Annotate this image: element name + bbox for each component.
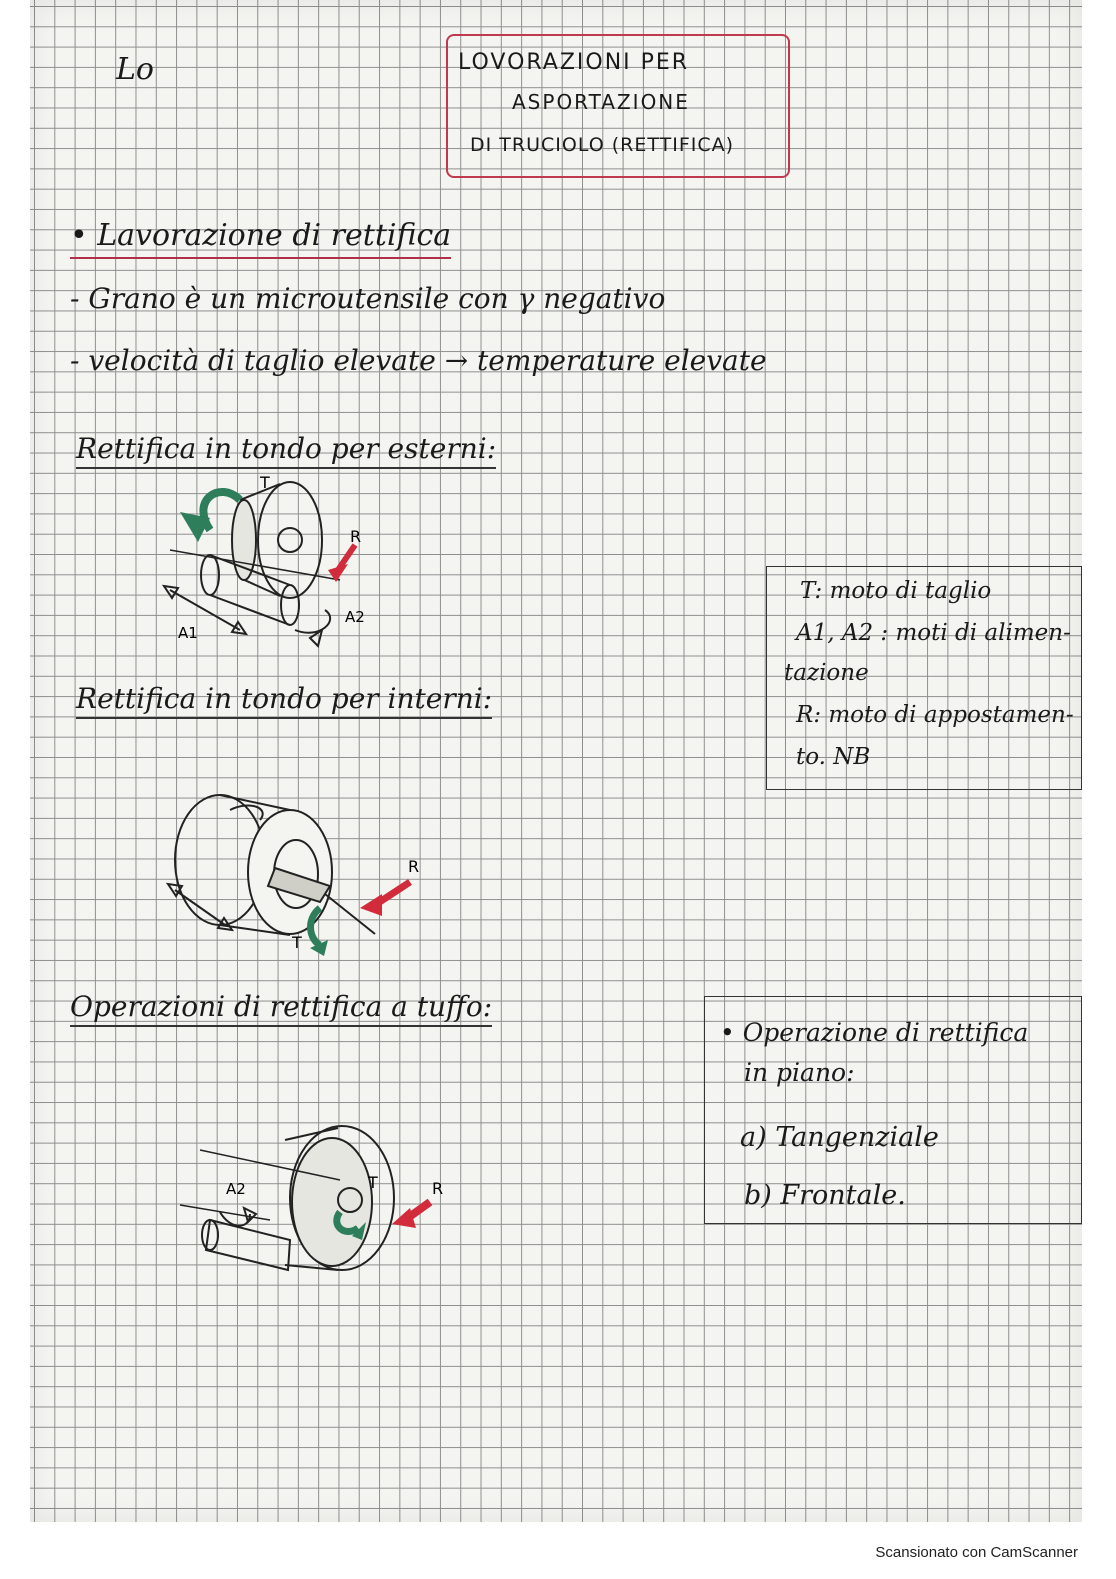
bullet-grain: - Grano è un microutensile con γ negativo <box>70 282 666 315</box>
plane-line-4: b) Frontale. <box>744 1180 906 1211</box>
legend-line-2: A1, A2 : moti di alimen- <box>796 620 1071 646</box>
fig1-label-a1: A1 <box>178 624 198 642</box>
legend-line-5: to. NB <box>796 744 871 770</box>
fig3-caption: Operazioni di rettifica a tuffo: <box>70 990 492 1027</box>
title-line-1: LOVORAZIONI PER <box>458 50 690 75</box>
legend-line-3: tazione <box>784 660 869 686</box>
plunge-grinding-figure <box>170 1120 460 1280</box>
section-heading: • Lavorazione di rettifica <box>70 218 451 259</box>
fig3-label-a2: A2 <box>226 1180 246 1198</box>
corner-mark: Lo <box>116 52 154 87</box>
bullet-velocity: - velocità di taglio elevate → temperature elevate <box>70 344 767 377</box>
title-line-3: DI TRUCIOLO (RETTIFICA) <box>470 134 735 156</box>
fig1-label-a2: A2 <box>345 608 365 626</box>
fig2-caption: Rettifica in tondo per interni: <box>76 682 492 719</box>
fig1-label-r: R <box>350 527 362 546</box>
fig2-label-t: T <box>292 933 302 952</box>
legend-line-1: T: moto di taglio <box>800 578 992 604</box>
fig1-label-t: T <box>260 473 270 492</box>
scanner-footer: Scansionato con CamScanner <box>875 1544 1078 1561</box>
fig3-label-t: T <box>368 1173 378 1192</box>
legend-line-4: R: moto di appostamen- <box>796 702 1074 728</box>
plane-line-1: • Operazione di rettifica <box>720 1018 1029 1047</box>
internal-grinding-figure <box>160 790 440 970</box>
plane-line-2: in piano: <box>744 1058 855 1087</box>
title-line-2: ASPORTAZIONE <box>512 90 690 114</box>
external-grinding-figure <box>150 470 390 660</box>
plane-line-3: a) Tangenziale <box>740 1122 939 1153</box>
fig3-label-r: R <box>432 1179 444 1198</box>
fig2-label-r: R <box>408 857 420 876</box>
fig1-caption: Rettifica in tondo per esterni: <box>76 432 496 469</box>
